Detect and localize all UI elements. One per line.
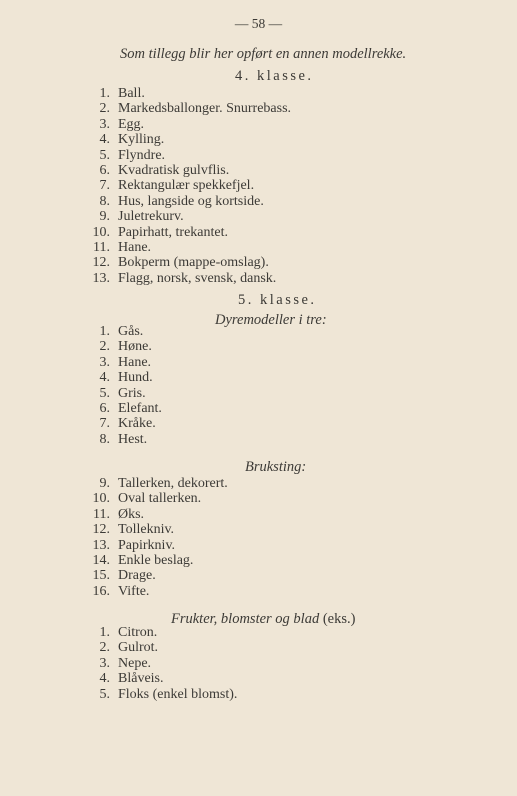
item-number: 3.	[99, 354, 110, 370]
item-text: Egg.	[118, 116, 145, 132]
item-text: Kylling.	[118, 132, 165, 148]
item-number: 12.	[92, 522, 110, 538]
item-number: 13.	[92, 270, 110, 286]
section-heading-4-klasse: 4. klasse.	[235, 68, 314, 84]
item-number: 4.	[99, 132, 110, 148]
item-text: Blåveis.	[118, 671, 164, 687]
list-item	[82, 625, 237, 640]
item-text: Bokperm (mappe-omslag).	[118, 255, 269, 271]
subheading-frukter-label: Frukter, blomster og blad	[171, 611, 320, 627]
list-item	[82, 401, 162, 416]
list-item	[82, 640, 237, 655]
list-4-klasse	[82, 86, 291, 286]
item-text: Papirhatt, trekantet.	[118, 224, 229, 240]
item-number: 1.	[99, 86, 110, 101]
list-item	[82, 491, 228, 506]
item-text: Juletrekurv.	[118, 209, 184, 225]
list-item	[82, 355, 162, 370]
item-number: 14.	[92, 552, 110, 568]
list-item	[82, 476, 228, 491]
list-item	[82, 370, 162, 385]
list-item	[82, 671, 237, 686]
list-item	[82, 324, 162, 339]
item-text: Vifte.	[118, 583, 150, 599]
item-number: 5.	[99, 686, 110, 702]
list-item	[82, 507, 228, 522]
list-item	[82, 101, 291, 116]
item-number: 5.	[99, 147, 110, 163]
item-text: Enkle beslag.	[118, 552, 194, 568]
list-item	[82, 656, 237, 671]
item-text: Drage.	[118, 568, 156, 584]
item-text: Flyndre.	[118, 147, 166, 163]
item-text: Citron.	[118, 625, 158, 640]
list-item	[82, 194, 291, 209]
item-text: Ball.	[118, 86, 145, 101]
item-number: 6.	[99, 400, 110, 416]
item-number: 2.	[99, 640, 110, 656]
list-item	[82, 416, 162, 431]
item-text: Hane.	[118, 239, 152, 255]
item-number: 3.	[99, 116, 110, 132]
item-number: 16.	[92, 583, 110, 599]
list-item	[82, 271, 291, 286]
item-number: 13.	[92, 537, 110, 553]
list-item	[82, 386, 162, 401]
item-number: 7.	[99, 416, 110, 432]
item-number: 2.	[99, 339, 110, 355]
item-text: Flagg, norsk, svensk, dansk.	[118, 270, 277, 286]
item-number: 8.	[99, 431, 110, 447]
list-item	[82, 209, 291, 224]
subheading-bruksting: Bruksting:	[245, 459, 307, 475]
item-number: 10.	[92, 491, 110, 507]
item-number: 3.	[99, 655, 110, 671]
item-number: 8.	[99, 193, 110, 209]
list-item	[82, 584, 228, 599]
item-text: Hane.	[118, 354, 152, 370]
item-number: 9.	[99, 476, 110, 491]
list-item	[82, 522, 228, 537]
item-number: 11.	[93, 506, 110, 522]
list-dyremodeller	[82, 324, 162, 447]
intro-text: Som tillegg blir her opført en annen modellrekke.	[120, 46, 407, 62]
list-item	[82, 86, 291, 101]
item-text: Elefant.	[118, 400, 162, 416]
item-number: 11.	[93, 239, 110, 255]
list-item	[82, 132, 291, 147]
list-item	[82, 687, 237, 702]
item-number: 1.	[99, 625, 110, 640]
item-text: Papirkniv.	[118, 537, 176, 553]
list-item	[82, 568, 228, 583]
item-text: Høne.	[118, 339, 152, 355]
item-number: 7.	[99, 178, 110, 194]
list-item	[82, 117, 291, 132]
list-item	[82, 255, 291, 270]
item-text: Markedsballonger. Snurrebass.	[118, 101, 292, 117]
page-number: — 58 —	[234, 16, 283, 31]
item-text: Kvadratisk gulvflis.	[118, 162, 230, 178]
list-frukter	[82, 625, 237, 702]
item-number: 9.	[99, 209, 110, 225]
item-number: 15.	[92, 568, 110, 584]
subheading-dyremodeller: Dyremodeller i tre:	[215, 312, 327, 328]
item-text: Gås.	[118, 324, 144, 339]
item-text: Tallerken, dekorert.	[118, 476, 228, 491]
list-item	[82, 553, 228, 568]
list-bruksting	[82, 476, 228, 599]
item-number: 6.	[99, 162, 110, 178]
list-item	[82, 538, 228, 553]
item-text: Øks.	[118, 506, 145, 522]
item-text: Gulrot.	[118, 640, 159, 656]
item-number: 4.	[99, 370, 110, 386]
item-text: Hund.	[118, 370, 153, 386]
list-item	[82, 339, 162, 354]
list-item	[82, 432, 162, 447]
item-number: 4.	[99, 671, 110, 687]
list-item	[82, 240, 291, 255]
list-item	[82, 163, 291, 178]
item-number: 12.	[92, 255, 110, 271]
item-number: 5.	[99, 385, 110, 401]
item-text: Gris.	[118, 385, 146, 401]
item-text: Hus, langside og kortside.	[118, 193, 264, 209]
item-text: Nepe.	[118, 655, 152, 671]
subheading-frukter-note: (eks.)	[322, 611, 356, 627]
item-text: Oval tallerken.	[118, 491, 202, 507]
item-number: 10.	[92, 224, 110, 240]
list-item	[82, 148, 291, 163]
section-heading-5-klasse: 5. klasse.	[238, 292, 317, 308]
list-item	[82, 225, 291, 240]
item-text: Rektangulær spekkefjel.	[118, 178, 255, 194]
item-number: 2.	[99, 101, 110, 117]
item-text: Floks (enkel blomst).	[118, 686, 238, 702]
item-text: Kråke.	[118, 416, 156, 432]
item-text: Tollekniv.	[118, 522, 175, 538]
item-text: Hest.	[118, 431, 148, 447]
list-item	[82, 178, 291, 193]
item-number: 1.	[99, 324, 110, 339]
